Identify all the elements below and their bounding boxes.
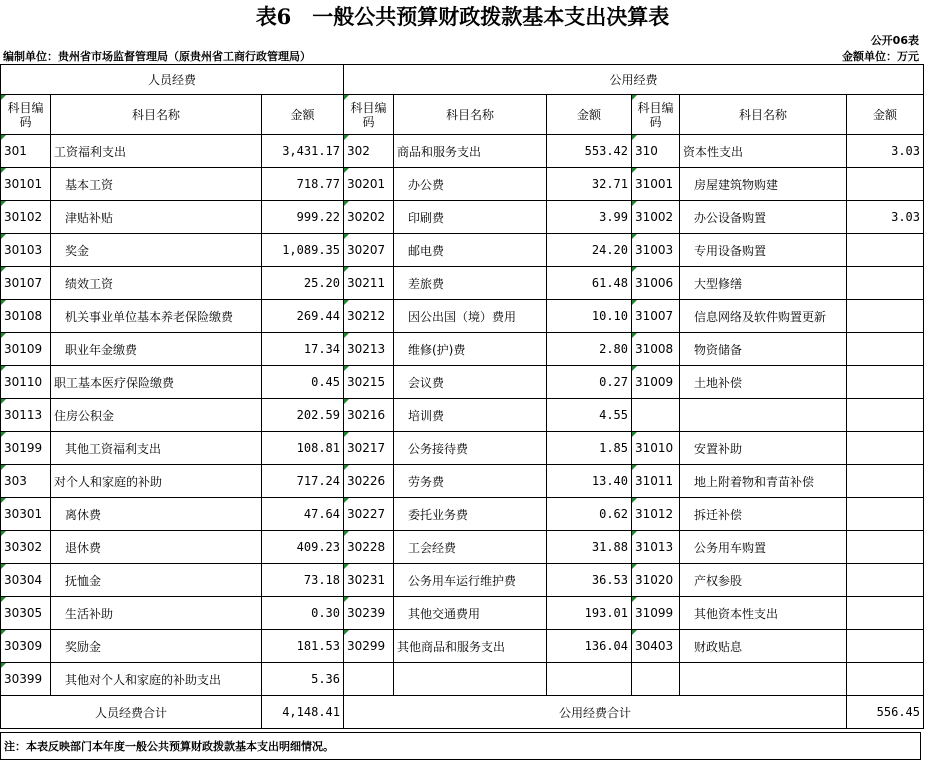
item-code: 302 xyxy=(344,135,394,168)
item-code: 30302 xyxy=(1,531,51,564)
table-row xyxy=(1,531,924,564)
item-code: 30403 xyxy=(632,630,680,663)
item-code: 30101 xyxy=(1,168,51,201)
item-code: 30227 xyxy=(344,498,394,531)
item-amount: 0.27 xyxy=(547,366,632,399)
public-header: 公用经费 xyxy=(344,65,924,95)
item-name: 办公设备购置 xyxy=(680,201,847,234)
item-code: 30113 xyxy=(1,399,51,432)
item-amount: 31.88 xyxy=(547,531,632,564)
table-row xyxy=(1,333,924,366)
item-name: 土地补偿 xyxy=(680,366,847,399)
item-name: 奖励金 xyxy=(51,630,262,663)
form-code: 公开06表 xyxy=(870,34,919,47)
item-amount xyxy=(847,432,924,465)
item-name: 印刷费 xyxy=(394,201,547,234)
item-code: 31008 xyxy=(632,333,680,366)
item-code: 310 xyxy=(632,135,680,168)
item-amount: 73.18 xyxy=(262,564,344,597)
item-name: 职工基本医疗保险缴费 xyxy=(51,366,262,399)
item-name: 其他资本性支出 xyxy=(680,597,847,630)
item-amount xyxy=(847,498,924,531)
item-amount xyxy=(547,663,632,696)
item-code: 31012 xyxy=(632,498,680,531)
item-amount: 181.53 xyxy=(262,630,344,663)
item-code: 30217 xyxy=(344,432,394,465)
item-name: 工资福利支出 xyxy=(51,135,262,168)
item-amount xyxy=(847,333,924,366)
item-code: 30212 xyxy=(344,300,394,333)
public-total-label: 公用经费合计 xyxy=(344,696,847,729)
expenditure-table xyxy=(0,64,924,729)
item-code: 30199 xyxy=(1,432,51,465)
item-name: 维修(护)费 xyxy=(394,333,547,366)
item-name: 公务用车运行维护费 xyxy=(394,564,547,597)
header-amount: 金额 xyxy=(262,95,344,135)
item-amount: 4.55 xyxy=(547,399,632,432)
item-name: 奖金 xyxy=(51,234,262,267)
item-amount: 717.24 xyxy=(262,465,344,498)
item-amount: 32.71 xyxy=(547,168,632,201)
item-amount: 1,089.35 xyxy=(262,234,344,267)
table-row xyxy=(1,663,924,696)
item-name: 基本工资 xyxy=(51,168,262,201)
header-code: 科目编码 xyxy=(632,95,680,135)
header-name: 科目名称 xyxy=(394,95,547,135)
item-name: 差旅费 xyxy=(394,267,547,300)
item-name: 生活补助 xyxy=(51,597,262,630)
item-amount: 108.81 xyxy=(262,432,344,465)
item-name: 大型修缮 xyxy=(680,267,847,300)
item-code xyxy=(344,663,394,696)
item-name: 因公出国（境）费用 xyxy=(394,300,547,333)
item-code: 30299 xyxy=(344,630,394,663)
item-amount xyxy=(847,531,924,564)
page-title: 表6 一般公共预算财政拨款基本支出决算表 xyxy=(255,4,670,29)
item-code: 31010 xyxy=(632,432,680,465)
item-name: 邮电费 xyxy=(394,234,547,267)
item-code: 30399 xyxy=(1,663,51,696)
item-code: 31013 xyxy=(632,531,680,564)
item-name xyxy=(680,663,847,696)
item-amount: 47.64 xyxy=(262,498,344,531)
item-code: 31099 xyxy=(632,597,680,630)
item-name: 物资储备 xyxy=(680,333,847,366)
item-code: 30202 xyxy=(344,201,394,234)
item-code: 30110 xyxy=(1,366,51,399)
table-row xyxy=(1,300,924,333)
item-code: 30108 xyxy=(1,300,51,333)
table-row xyxy=(1,498,924,531)
item-amount: 24.20 xyxy=(547,234,632,267)
table-row xyxy=(1,630,924,663)
item-amount: 0.62 xyxy=(547,498,632,531)
item-code: 30215 xyxy=(344,366,394,399)
item-amount: 61.48 xyxy=(547,267,632,300)
item-code: 30102 xyxy=(1,201,51,234)
table-row xyxy=(1,267,924,300)
item-amount: 202.59 xyxy=(262,399,344,432)
item-name: 地上附着物和青苗补偿 xyxy=(680,465,847,498)
header-name: 科目名称 xyxy=(51,95,262,135)
item-name: 信息网络及软件购置更新 xyxy=(680,300,847,333)
item-amount: 3.03 xyxy=(847,201,924,234)
item-code: 30207 xyxy=(344,234,394,267)
item-code: 30309 xyxy=(1,630,51,663)
unit-label: 金额单位：万元 xyxy=(842,50,919,63)
item-amount xyxy=(847,399,924,432)
table-row xyxy=(1,234,924,267)
table-row xyxy=(1,432,924,465)
table-row xyxy=(1,465,924,498)
item-name: 办公费 xyxy=(394,168,547,201)
item-amount xyxy=(847,597,924,630)
item-name: 商品和服务支出 xyxy=(394,135,547,168)
item-amount: 999.22 xyxy=(262,201,344,234)
item-amount xyxy=(847,366,924,399)
item-code: 31011 xyxy=(632,465,680,498)
item-name: 会议费 xyxy=(394,366,547,399)
item-name: 劳务费 xyxy=(394,465,547,498)
table-row xyxy=(1,399,924,432)
item-code: 31007 xyxy=(632,300,680,333)
item-name: 其他对个人和家庭的补助支出 xyxy=(51,663,262,696)
item-code: 31003 xyxy=(632,234,680,267)
item-name: 其他工资福利支出 xyxy=(51,432,262,465)
item-amount: 0.45 xyxy=(262,366,344,399)
item-name: 津贴补贴 xyxy=(51,201,262,234)
item-amount xyxy=(847,300,924,333)
public-total-value: 556.45 xyxy=(847,696,924,729)
item-amount: 36.53 xyxy=(547,564,632,597)
item-amount: 1.85 xyxy=(547,432,632,465)
item-amount xyxy=(847,234,924,267)
personnel-header: 人员经费 xyxy=(1,65,344,95)
item-name: 其他交通费用 xyxy=(394,597,547,630)
item-amount: 10.10 xyxy=(547,300,632,333)
item-name: 其他商品和服务支出 xyxy=(394,630,547,663)
item-name: 职业年金缴费 xyxy=(51,333,262,366)
item-amount: 0.30 xyxy=(262,597,344,630)
item-amount: 3.03 xyxy=(847,135,924,168)
table-row xyxy=(1,135,924,168)
item-name: 抚恤金 xyxy=(51,564,262,597)
item-code: 30231 xyxy=(344,564,394,597)
item-amount: 193.01 xyxy=(547,597,632,630)
table-row xyxy=(1,168,924,201)
item-name: 公务接待费 xyxy=(394,432,547,465)
header-name: 科目名称 xyxy=(680,95,847,135)
item-name: 财政贴息 xyxy=(680,630,847,663)
item-name: 工会经费 xyxy=(394,531,547,564)
item-amount: 409.23 xyxy=(262,531,344,564)
item-code: 303 xyxy=(1,465,51,498)
item-amount: 553.42 xyxy=(547,135,632,168)
item-code: 31001 xyxy=(632,168,680,201)
footnote: 注：本表反映部门本年度一般公共预算财政拨款基本支出明细情况。 xyxy=(0,732,921,760)
item-code: 31009 xyxy=(632,366,680,399)
item-amount: 25.20 xyxy=(262,267,344,300)
item-amount xyxy=(847,168,924,201)
item-code: 31002 xyxy=(632,201,680,234)
table-row xyxy=(1,366,924,399)
personnel-total-value: 4,148.41 xyxy=(262,696,344,729)
item-name: 绩效工资 xyxy=(51,267,262,300)
item-name: 安置补助 xyxy=(680,432,847,465)
item-code: 30211 xyxy=(344,267,394,300)
header-code: 科目编码 xyxy=(344,95,394,135)
item-code: 30216 xyxy=(344,399,394,432)
item-code: 31020 xyxy=(632,564,680,597)
item-amount xyxy=(847,267,924,300)
item-name: 培训费 xyxy=(394,399,547,432)
item-name: 公务用车购置 xyxy=(680,531,847,564)
item-code: 30228 xyxy=(344,531,394,564)
org-label: 编制单位：贵州省市场监督管理局（原贵州省工商行政管理局） xyxy=(3,50,311,63)
item-code: 30201 xyxy=(344,168,394,201)
item-name: 离休费 xyxy=(51,498,262,531)
item-name: 资本性支出 xyxy=(680,135,847,168)
item-amount: 5.36 xyxy=(262,663,344,696)
item-name: 专用设备购置 xyxy=(680,234,847,267)
item-code: 30301 xyxy=(1,498,51,531)
item-amount: 3.99 xyxy=(547,201,632,234)
item-code: 30107 xyxy=(1,267,51,300)
item-amount xyxy=(847,465,924,498)
item-name: 产权参股 xyxy=(680,564,847,597)
item-amount: 269.44 xyxy=(262,300,344,333)
table-row xyxy=(1,201,924,234)
item-code: 31006 xyxy=(632,267,680,300)
item-amount: 13.40 xyxy=(547,465,632,498)
item-amount: 3,431.17 xyxy=(262,135,344,168)
item-name: 退休费 xyxy=(51,531,262,564)
item-code xyxy=(632,399,680,432)
item-code: 301 xyxy=(1,135,51,168)
table-row xyxy=(1,564,924,597)
header-amount: 金额 xyxy=(547,95,632,135)
item-name: 委托业务费 xyxy=(394,498,547,531)
totals-row xyxy=(1,696,924,729)
item-amount: 718.77 xyxy=(262,168,344,201)
item-amount: 17.34 xyxy=(262,333,344,366)
item-code: 30304 xyxy=(1,564,51,597)
item-code xyxy=(632,663,680,696)
header-amount: 金额 xyxy=(847,95,924,135)
item-amount xyxy=(847,663,924,696)
item-code: 30213 xyxy=(344,333,394,366)
item-amount: 136.04 xyxy=(547,630,632,663)
table-row xyxy=(1,597,924,630)
item-code: 30305 xyxy=(1,597,51,630)
item-name: 机关事业单位基本养老保险缴费 xyxy=(51,300,262,333)
item-name xyxy=(394,663,547,696)
item-code: 30226 xyxy=(344,465,394,498)
personnel-total-label: 人员经费合计 xyxy=(1,696,262,729)
item-name: 住房公积金 xyxy=(51,399,262,432)
header-code: 科目编码 xyxy=(1,95,51,135)
item-amount: 2.80 xyxy=(547,333,632,366)
item-name: 拆迁补偿 xyxy=(680,498,847,531)
item-name xyxy=(680,399,847,432)
item-name: 对个人和家庭的补助 xyxy=(51,465,262,498)
item-amount xyxy=(847,630,924,663)
item-code: 30109 xyxy=(1,333,51,366)
item-name: 房屋建筑物购建 xyxy=(680,168,847,201)
item-code: 30239 xyxy=(344,597,394,630)
item-amount xyxy=(847,564,924,597)
item-code: 30103 xyxy=(1,234,51,267)
